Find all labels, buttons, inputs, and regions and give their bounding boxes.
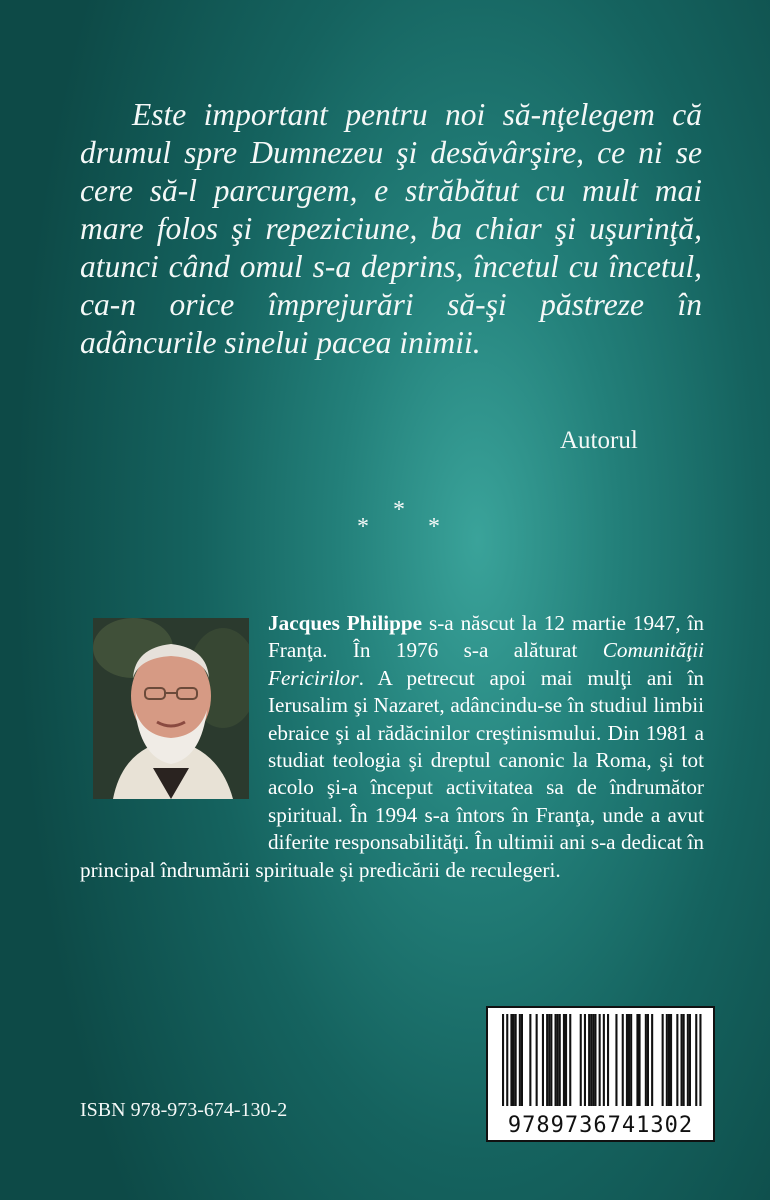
barcode-bar xyxy=(550,1014,552,1106)
barcode-bar xyxy=(548,1014,550,1106)
barcode-bar xyxy=(622,1014,624,1106)
barcode-bar xyxy=(599,1014,601,1106)
barcode-bar xyxy=(695,1014,697,1106)
barcode-bar xyxy=(565,1014,567,1106)
divider-star: * xyxy=(393,497,405,523)
barcode-bar xyxy=(590,1014,592,1106)
barcode-bar xyxy=(513,1014,515,1106)
barcode-bar xyxy=(580,1014,582,1106)
barcode-bar xyxy=(645,1014,647,1106)
barcode-bar xyxy=(628,1014,630,1106)
barcode-bar xyxy=(647,1014,649,1106)
barcode-bar xyxy=(557,1014,559,1106)
barcode-bar xyxy=(662,1014,664,1106)
barcode-bar xyxy=(536,1014,538,1106)
barcode-bar xyxy=(584,1014,586,1106)
barcode-bar xyxy=(683,1014,685,1106)
barcode-bar xyxy=(569,1014,571,1106)
isbn-number: ISBN 978-973-674-130-2 xyxy=(80,1099,288,1121)
barcode-bar xyxy=(510,1014,512,1106)
barcode-bar xyxy=(588,1014,590,1106)
bio-text-part1: s-a născut la 12 martie 1947, în Franţa. În 1976 s-a alăturat xyxy=(268,611,704,663)
author-name: Jacques Philippe xyxy=(268,611,423,635)
author-biography xyxy=(80,610,704,884)
barcode-bar xyxy=(519,1014,521,1106)
divider-star: * xyxy=(357,514,369,540)
barcode-number: 9789736741302 xyxy=(507,1113,694,1138)
barcode-bar xyxy=(666,1014,668,1106)
barcode-bar xyxy=(651,1014,653,1106)
divider-star: * xyxy=(428,514,440,540)
barcode-bar xyxy=(626,1014,628,1106)
barcode-bar xyxy=(681,1014,683,1106)
back-cover-quote: Este important pentru noi să-nţelegem că drumul spre Dumnezeu şi desăvârşire, ce ni se cere să-l parcurgem, e străbătut cu mult mai mare folos şi repeziciune, ba chiar şi uşurinţă, atunci când omul s-a deprins, încetul cu încetul, ca-n orice împrejurări să-şi păstreze în adâncurile sinelui pacea inimii. xyxy=(80,97,702,360)
barcode-bar xyxy=(670,1014,672,1106)
barcode-bar xyxy=(668,1014,670,1106)
barcode-bar xyxy=(529,1014,531,1106)
barcode-bar xyxy=(546,1014,548,1106)
bio-text-part2: . A petrecut apoi mai mulţi ani în Ierusalim şi Nazaret, adâncindu-se în studiul limbii ebraice şi al rădăcinilor creştinismului. Din 1981 a studiat teologia şi dreptul canonic la Roma, şi tot acolo şi-a început activitatea sa de îndrumător spiritual. În 1994 s-a întors în Franţa, unde a avut diferite responsabilităţi. În ultimii ani s-a dedicat în principal îndrumării spirituale şi predicării de reculegeri. xyxy=(80,665,704,882)
barcode-bar xyxy=(559,1014,561,1106)
barcode-bar xyxy=(594,1014,596,1106)
barcode-bar xyxy=(502,1014,504,1106)
barcode-bar xyxy=(592,1014,594,1106)
barcode-bar xyxy=(639,1014,641,1106)
barcode-bar xyxy=(636,1014,638,1106)
barcode-bar xyxy=(699,1014,701,1106)
barcode-bar xyxy=(607,1014,609,1106)
barcode-bar xyxy=(615,1014,617,1106)
barcode xyxy=(486,1006,715,1142)
barcode-bar xyxy=(603,1014,605,1106)
barcode-bar xyxy=(676,1014,678,1106)
barcode-bar xyxy=(630,1014,632,1106)
barcode-bar xyxy=(689,1014,691,1106)
barcode-bars xyxy=(488,1008,709,1108)
barcode-bar xyxy=(515,1014,517,1106)
barcode-bar xyxy=(555,1014,557,1106)
barcode-bar xyxy=(521,1014,523,1106)
community-name: Comunităţii Fericirilor xyxy=(268,638,704,690)
quote-attribution: Autorul xyxy=(560,427,638,454)
barcode-bar xyxy=(563,1014,565,1106)
barcode-bar xyxy=(687,1014,689,1106)
barcode-bar xyxy=(506,1014,508,1106)
barcode-bar xyxy=(542,1014,544,1106)
